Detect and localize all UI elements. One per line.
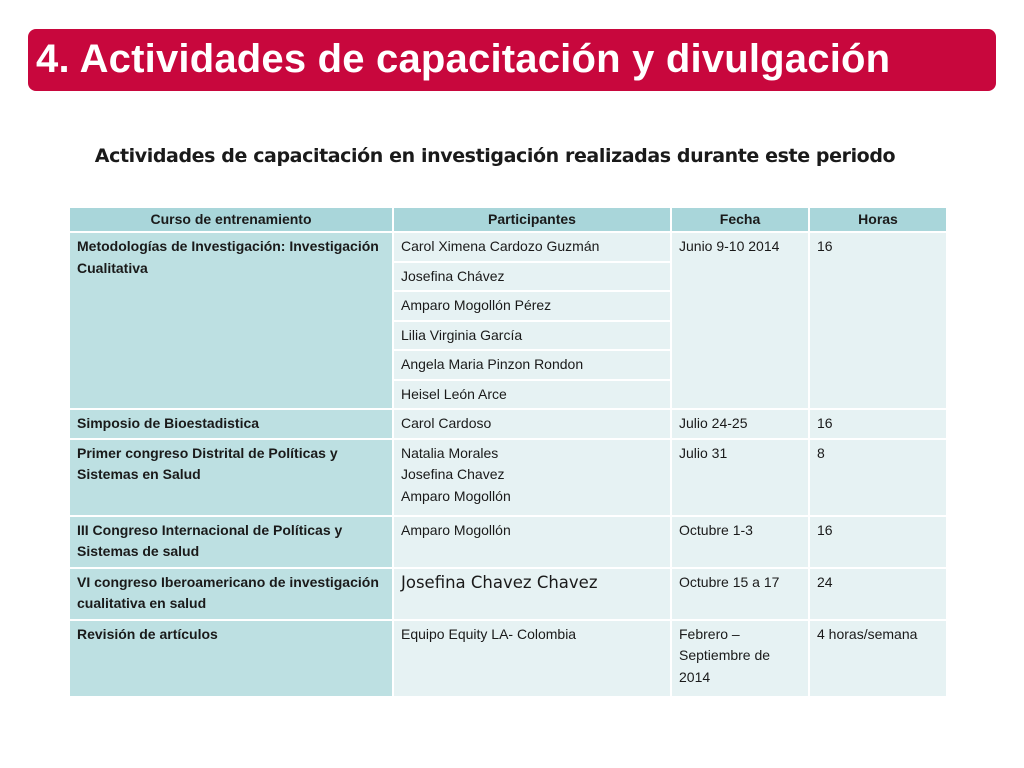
participant-cell: Lilia Virginia García [393,321,671,351]
table-row [69,439,947,516]
participant-cell: Carol Cardoso [393,409,671,439]
date-cell: Octubre 15 a 17 [671,568,809,620]
participant-cell: Josefina Chavez Chavez [393,568,671,620]
participant-cell: Heisel León Arce [393,380,671,410]
header-date: Fecha [671,207,809,232]
course-cell: Metodologías de Investigación: Investigación Cualitativa [69,232,393,409]
participant-name: Natalia Morales [401,444,499,461]
header-participants: Participantes [393,207,671,232]
table-row [69,516,947,568]
course-cell: Simposio de Bioestadistica [69,409,393,439]
date-cell: Julio 31 [671,439,809,516]
course-cell: VI congreso Iberoamericano de investigación cualitativa en salud [69,568,393,620]
participant-list-cell [393,439,671,516]
hours-cell: 8 [809,439,947,516]
hours-cell: 16 [809,516,947,568]
hours-cell: 24 [809,568,947,620]
participant-name: Josefina Chavez [401,466,505,482]
header-hours: Horas [809,207,947,232]
participant-cell: Angela Maria Pinzon Rondon [393,350,671,380]
table-row [69,568,947,620]
table-row [69,409,947,439]
course-cell: III Congreso Internacional de Políticas y Sistemas de salud [69,516,393,568]
header-course: Curso de entrenamiento [69,207,393,232]
date-cell: Febrero – Septiembre de 2014 [671,620,809,697]
participant-cell: Amparo Mogollón [393,516,671,568]
hours-cell: 16 [809,232,947,409]
slide-subtitle: Actividades de capacitación en investigación realizadas durante este periodo [94,145,896,167]
date-cell: Julio 24-25 [671,409,809,439]
date-cell: Octubre 1-3 [671,516,809,568]
table-row [69,620,947,697]
participant-cell: Carol Ximena Cardozo Guzmán [393,232,671,262]
date-cell: Junio 9-10 2014 [671,232,809,409]
participant-name: Amparo Mogollón [401,487,511,504]
title-banner [28,29,996,91]
course-cell: Revisión de artículos [69,620,393,697]
course-cell: Primer congreso Distrital de Políticas y Sistemas en Salud [69,439,393,516]
hours-cell: 16 [809,409,947,439]
slide-title: 4. Actividades de capacitación y divulgación [36,37,891,81]
training-activities-table [68,206,948,698]
participant-cell: Equipo Equity LA- Colombia [393,620,671,697]
table-header-row [69,207,947,232]
table-row [69,232,947,262]
hours-cell: 4 horas/semana [809,620,947,697]
participant-cell: Amparo Mogollón Pérez [393,291,671,321]
participant-cell: Josefina Chávez [393,262,671,292]
